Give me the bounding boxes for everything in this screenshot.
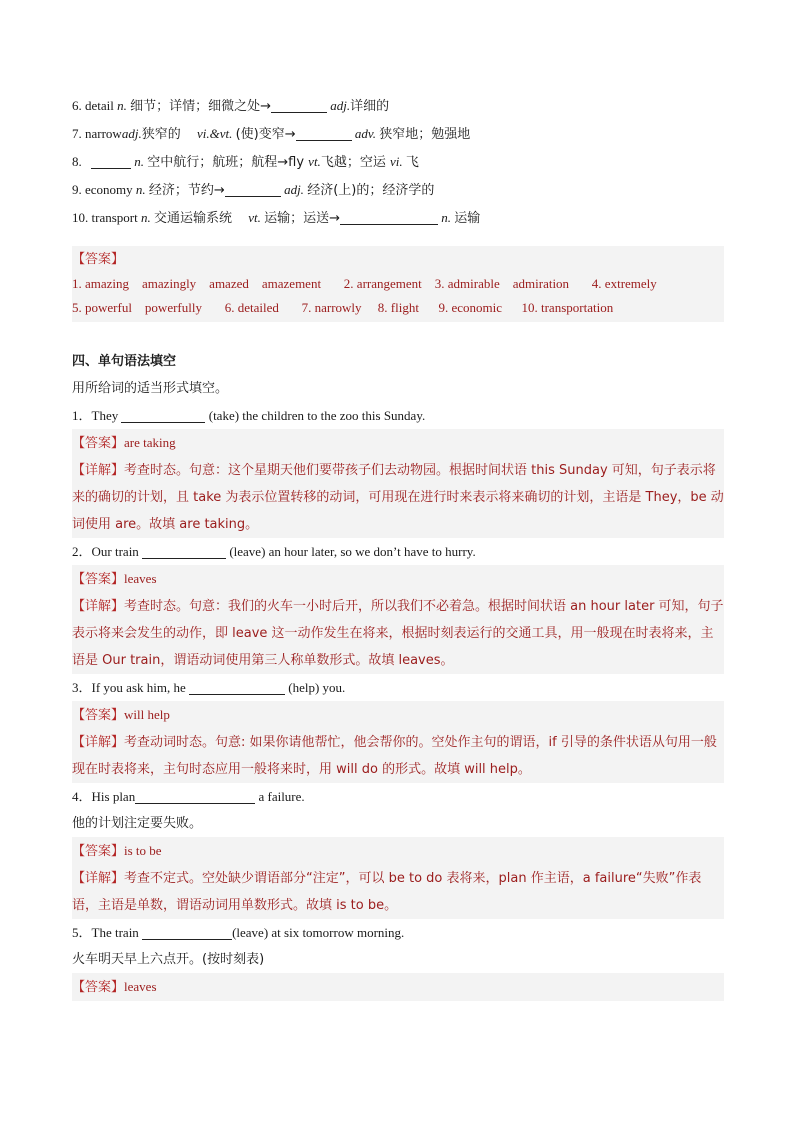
- question-3: [72, 674, 724, 701]
- answer-label: 【答案】: [72, 572, 125, 587]
- document-content: [72, 92, 724, 1001]
- question-number: 2．: [72, 544, 92, 559]
- vocab-meaning: 交通运输系统: [153, 211, 245, 226]
- vocab-meaning: 狭窄地；勉强地: [379, 127, 471, 142]
- fill-blank[interactable]: [142, 925, 232, 940]
- question-4: [72, 783, 724, 810]
- detail-label: 【详解】: [72, 463, 125, 478]
- item-number: 8.: [72, 154, 82, 169]
- question-text: His plan: [91, 789, 136, 804]
- question-number: 3．: [72, 680, 92, 695]
- fill-blank[interactable]: [91, 154, 131, 169]
- question-2-answer-box: [72, 565, 724, 674]
- detail-text: 考查时态。句意：我们的火车一小时后开，所以我们不必着急。根据时间状语 an hour later 可知，句子表示将来会发生的动作，即 leave 这一动作发生在将来，根据时刻表运行的交通工具，用一般现在时表将来，主语是 Our train，谓语动词使用第三人称单数形式。故填 leaves。: [72, 599, 724, 668]
- section-title: 四、单句语法填空: [72, 354, 177, 369]
- vocab-meaning: (使)变窄→: [235, 127, 296, 142]
- vocab-meaning: 飞: [405, 155, 419, 170]
- question-4-answer-box: [72, 837, 724, 919]
- vocab-meaning: 飞越；空运: [320, 155, 390, 170]
- answer-label: 【答案】: [72, 708, 125, 723]
- part-of-speech: vi.&vt.: [196, 126, 233, 141]
- part-of-speech: vt.: [308, 154, 321, 169]
- answer-label: 【答案】: [72, 844, 125, 859]
- part-of-speech: adj.: [330, 98, 351, 113]
- vocab-meaning: 狭窄的: [141, 127, 194, 142]
- vocab-meaning: 运输: [454, 211, 481, 226]
- item-number: 6.: [72, 98, 82, 113]
- fill-blank[interactable]: [189, 680, 285, 695]
- part-of-speech: n.: [135, 182, 146, 197]
- part-of-speech: vt.: [248, 210, 261, 225]
- vocab-word: transport: [91, 210, 138, 225]
- fill-blank[interactable]: [121, 408, 205, 423]
- question-text: The train: [91, 925, 143, 940]
- vocab-word: economy: [85, 182, 133, 197]
- vocab-item-8: [72, 148, 724, 176]
- answer-row: 1. amazing amazingly amazed amazement 2. arrangement 3. admirable admiration 4. extremely: [72, 276, 657, 291]
- item-number: 7.: [72, 126, 82, 141]
- question-number: 4．: [72, 789, 92, 804]
- vocab-item-6: [72, 92, 724, 120]
- question-number: 5．: [72, 925, 92, 940]
- vocab-meaning: 详细的: [350, 99, 390, 114]
- answer-row: 5. powerful powerfully 6. detailed 7. narrowly 8. flight 9. economic 10. transportation: [72, 300, 614, 315]
- vocab-item-10: [72, 204, 724, 232]
- vocab-item-7: [72, 120, 724, 148]
- question-text: If you ask him, he: [91, 680, 189, 695]
- part-of-speech: vi.: [389, 154, 403, 169]
- part-of-speech: n.: [134, 154, 144, 169]
- question-5: [72, 919, 724, 946]
- fill-blank[interactable]: [340, 210, 438, 225]
- question-text: Our train: [91, 544, 143, 559]
- fill-blank[interactable]: [225, 182, 281, 197]
- question-1: [72, 402, 724, 429]
- fill-blank[interactable]: [296, 126, 352, 141]
- detail-label: 【详解】: [72, 871, 125, 886]
- vocab-word: narrow: [85, 126, 122, 141]
- question-translation: 他的计划注定要失败。: [72, 816, 203, 831]
- vocab-meaning: 经济(上)的；经济学的: [307, 183, 435, 198]
- vocab-answer-box: [72, 246, 724, 322]
- vocab-meaning: 空中航行；航班；航程→fly: [147, 155, 309, 170]
- question-text: (leave) an hour later, so we don’t have to hurry.: [226, 544, 476, 559]
- vocab-meaning: 经济；节约→: [148, 183, 225, 198]
- answer-text: will help: [124, 707, 170, 722]
- question-text: a failure.: [255, 789, 305, 804]
- item-number: 9.: [72, 182, 82, 197]
- detail-label: 【详解】: [72, 735, 125, 750]
- question-text: (help) you.: [285, 680, 346, 695]
- item-number: 10.: [72, 210, 89, 225]
- section-instruction: 用所给词的适当形式填空。: [72, 381, 229, 396]
- detail-text: 考查不定式。空处缺少谓语部分“注定”，可以 be to do 表将来，plan 作主语，a failure“失败”作表语，主语是单数，谓语动词用单数形式。故填 is to be。: [72, 871, 702, 913]
- answer-text: is to be: [124, 843, 162, 858]
- part-of-speech: n.: [441, 210, 452, 225]
- detail-label: 【详解】: [72, 599, 125, 614]
- part-of-speech: adj.: [284, 182, 304, 197]
- question-translation: 火车明天早上六点开。(按时刻表): [72, 952, 265, 967]
- fill-blank[interactable]: [271, 98, 327, 113]
- part-of-speech: adv.: [354, 126, 376, 141]
- part-of-speech: n.: [117, 98, 127, 113]
- vocab-meaning: 运输；运送→: [264, 211, 341, 226]
- answer-label: 【答案】: [72, 252, 125, 267]
- part-of-speech: adj.: [121, 126, 142, 141]
- vocab-meaning: 细节；详情；细微之处→: [130, 99, 272, 114]
- answer-text: leaves: [124, 571, 157, 586]
- answer-label: 【答案】: [72, 436, 125, 451]
- answer-label: 【答案】: [72, 980, 125, 995]
- question-text: (leave) at six tomorrow morning.: [232, 925, 405, 940]
- question-text: (take) the children to the zoo this Sunday.: [205, 408, 426, 423]
- question-text: They: [91, 408, 122, 423]
- part-of-speech: n.: [140, 210, 151, 225]
- question-5-answer-box: [72, 973, 724, 1001]
- fill-blank[interactable]: [142, 544, 226, 559]
- answer-text: are taking: [124, 435, 176, 450]
- fill-blank[interactable]: [135, 789, 255, 804]
- detail-text: 考查动词时态。句意: 如果你请他帮忙，他会帮你的。空处作主句的谓语，if 引导的条件状语从句用一般现在时表将来，主句时态应用一般将来时，用 will do 的形式。故填 will help。: [72, 735, 717, 777]
- vocab-word: detail: [85, 98, 114, 113]
- question-number: 1．: [72, 408, 92, 423]
- detail-text: 考查时态。句意：这个星期天他们要带孩子们去动物园。根据时间状语 this Sunday 可知，句子表示将来的确切的计划，且 take 为表示位置转移的动词，可用现在进行时来表示将来确切的计划，主语是 They，be 动词使用 are。故填 are taking。: [72, 463, 724, 532]
- answer-text: leaves: [124, 979, 157, 994]
- question-3-answer-box: [72, 701, 724, 783]
- question-2: [72, 538, 724, 565]
- question-1-answer-box: [72, 429, 724, 538]
- vocab-item-9: [72, 176, 724, 204]
